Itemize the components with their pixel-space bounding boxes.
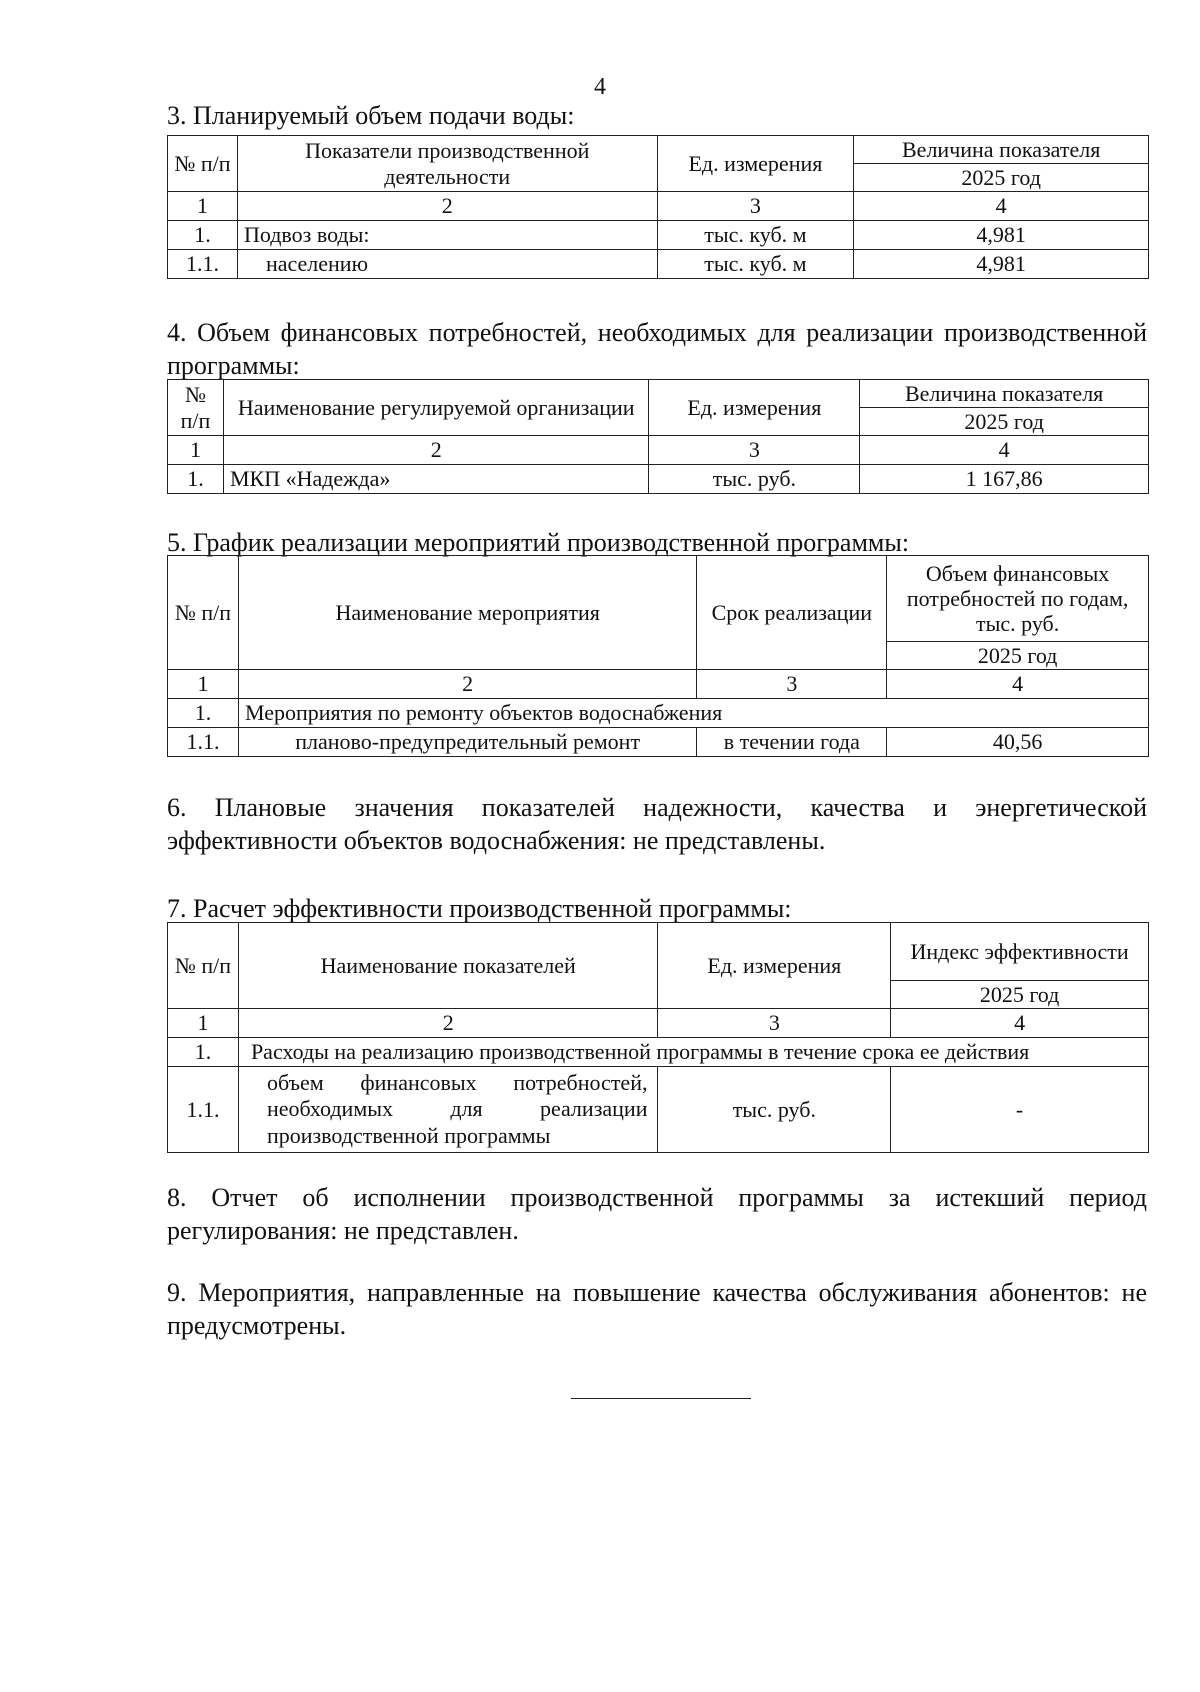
col-number: 2 [238,1009,658,1038]
closing-rule [571,1398,751,1399]
header-index: Индекс эффективности [891,923,1149,981]
row-unit: тыс. руб. [649,465,860,494]
financial-needs-table [167,379,1149,494]
col-number: 2 [237,192,657,221]
col-number: 3 [657,192,854,221]
header-year: 2025 год [860,408,1149,436]
page-number: 4 [594,74,606,100]
row-name: Подвоз воды: [237,221,657,250]
col-number: 1 [168,192,238,221]
header-year: 2025 год [891,981,1149,1009]
header-num: № п/п [168,923,239,1009]
row-unit: тыс. куб. м [657,221,854,250]
row-num: 1. [168,221,238,250]
water-supply-table [167,135,1149,279]
col-number: 1 [168,670,239,699]
row-value: - [891,1067,1149,1153]
table-row [168,221,1149,250]
section-4-title: 4. Объем финансовых потребностей, необходимых для реализации производственной программы: [167,318,1147,380]
row-name: населению [237,250,657,279]
header-unit: Ед. измерения [657,136,854,192]
section-7-title: 7. Расчет эффективности производственной программы: [167,894,792,923]
col-number: 1 [168,1009,239,1038]
row-num: 1.1. [168,1067,239,1153]
row-name: Расходы на реализацию производственной программы в течение срока ее действия [238,1038,1148,1067]
col-number: 4 [887,670,1149,699]
row-value: 4,981 [854,221,1149,250]
col-number: 4 [891,1009,1149,1038]
header-year: 2025 год [887,642,1149,670]
header-unit: Ед. измерения [649,380,860,436]
col-number: 2 [223,436,649,465]
header-value: Величина показателя [860,380,1149,408]
row-value: 1 167,86 [860,465,1149,494]
row-name: МКП «Надежда» [223,465,649,494]
col-number: 4 [854,192,1149,221]
header-event: Наименование мероприятия [238,556,696,670]
efficiency-table [167,922,1149,1153]
col-number: 3 [697,670,887,699]
row-name: Мероприятия по ремонту объектов водоснабжения [238,699,1148,728]
row-value: 40,56 [887,728,1149,757]
row-unit: тыс. куб. м [657,250,854,279]
section-5-title: 5. График реализации мероприятий производственной программы: [167,528,910,557]
header-value: Величина показателя [854,136,1149,164]
header-indicator: Показатели производственной деятельности [237,136,657,192]
table-row [168,465,1149,494]
header-indicator: Наименование показателей [238,923,658,1009]
col-number: 2 [238,670,696,699]
header-num: № п/п [168,136,238,192]
row-name: объем финансовых потребностей, необходимых для реализации производственной программы [238,1067,658,1153]
table-row [168,250,1149,279]
row-term: в течении года [697,728,887,757]
table-row [168,728,1149,757]
row-unit: тыс. руб. [658,1067,891,1153]
header-unit: Ед. измерения [658,923,891,1009]
section-3-title: 3. Планируемый объем подачи воды: [167,101,575,130]
schedule-table [167,555,1149,757]
row-num: 1. [168,465,224,494]
section-6-text: 6. Плановые значения показателей надежности, качества и энергетической эффективности объектов водоснабжения: не представлены. [167,793,1147,855]
header-num: № п/п [168,556,239,670]
row-value: 4,981 [854,250,1149,279]
header-num: № п/п [168,380,224,436]
col-number: 3 [649,436,860,465]
table-row [168,1067,1149,1153]
row-num: 1. [168,699,239,728]
table-group-row [168,699,1149,728]
row-num: 1. [168,1038,239,1067]
section-9-text: 9. Мероприятия, направленные на повышение качества обслуживания абонентов: не предусмотрены. [167,1278,1147,1340]
row-num: 1.1. [168,728,239,757]
row-name: планово-предупредительный ремонт [238,728,696,757]
header-finance: Объем финансовых потребностей по годам, тыс. руб. [887,556,1149,642]
header-year: 2025 год [854,164,1149,192]
col-number: 4 [860,436,1149,465]
col-number: 3 [658,1009,891,1038]
header-org: Наименование регулируемой организации [223,380,649,436]
col-number: 1 [168,436,224,465]
table-group-row [168,1038,1149,1067]
header-term: Срок реализации [697,556,887,670]
section-8-text: 8. Отчет об исполнении производственной программы за истекший период регулирования: не представлен. [167,1183,1147,1245]
row-num: 1.1. [168,250,238,279]
